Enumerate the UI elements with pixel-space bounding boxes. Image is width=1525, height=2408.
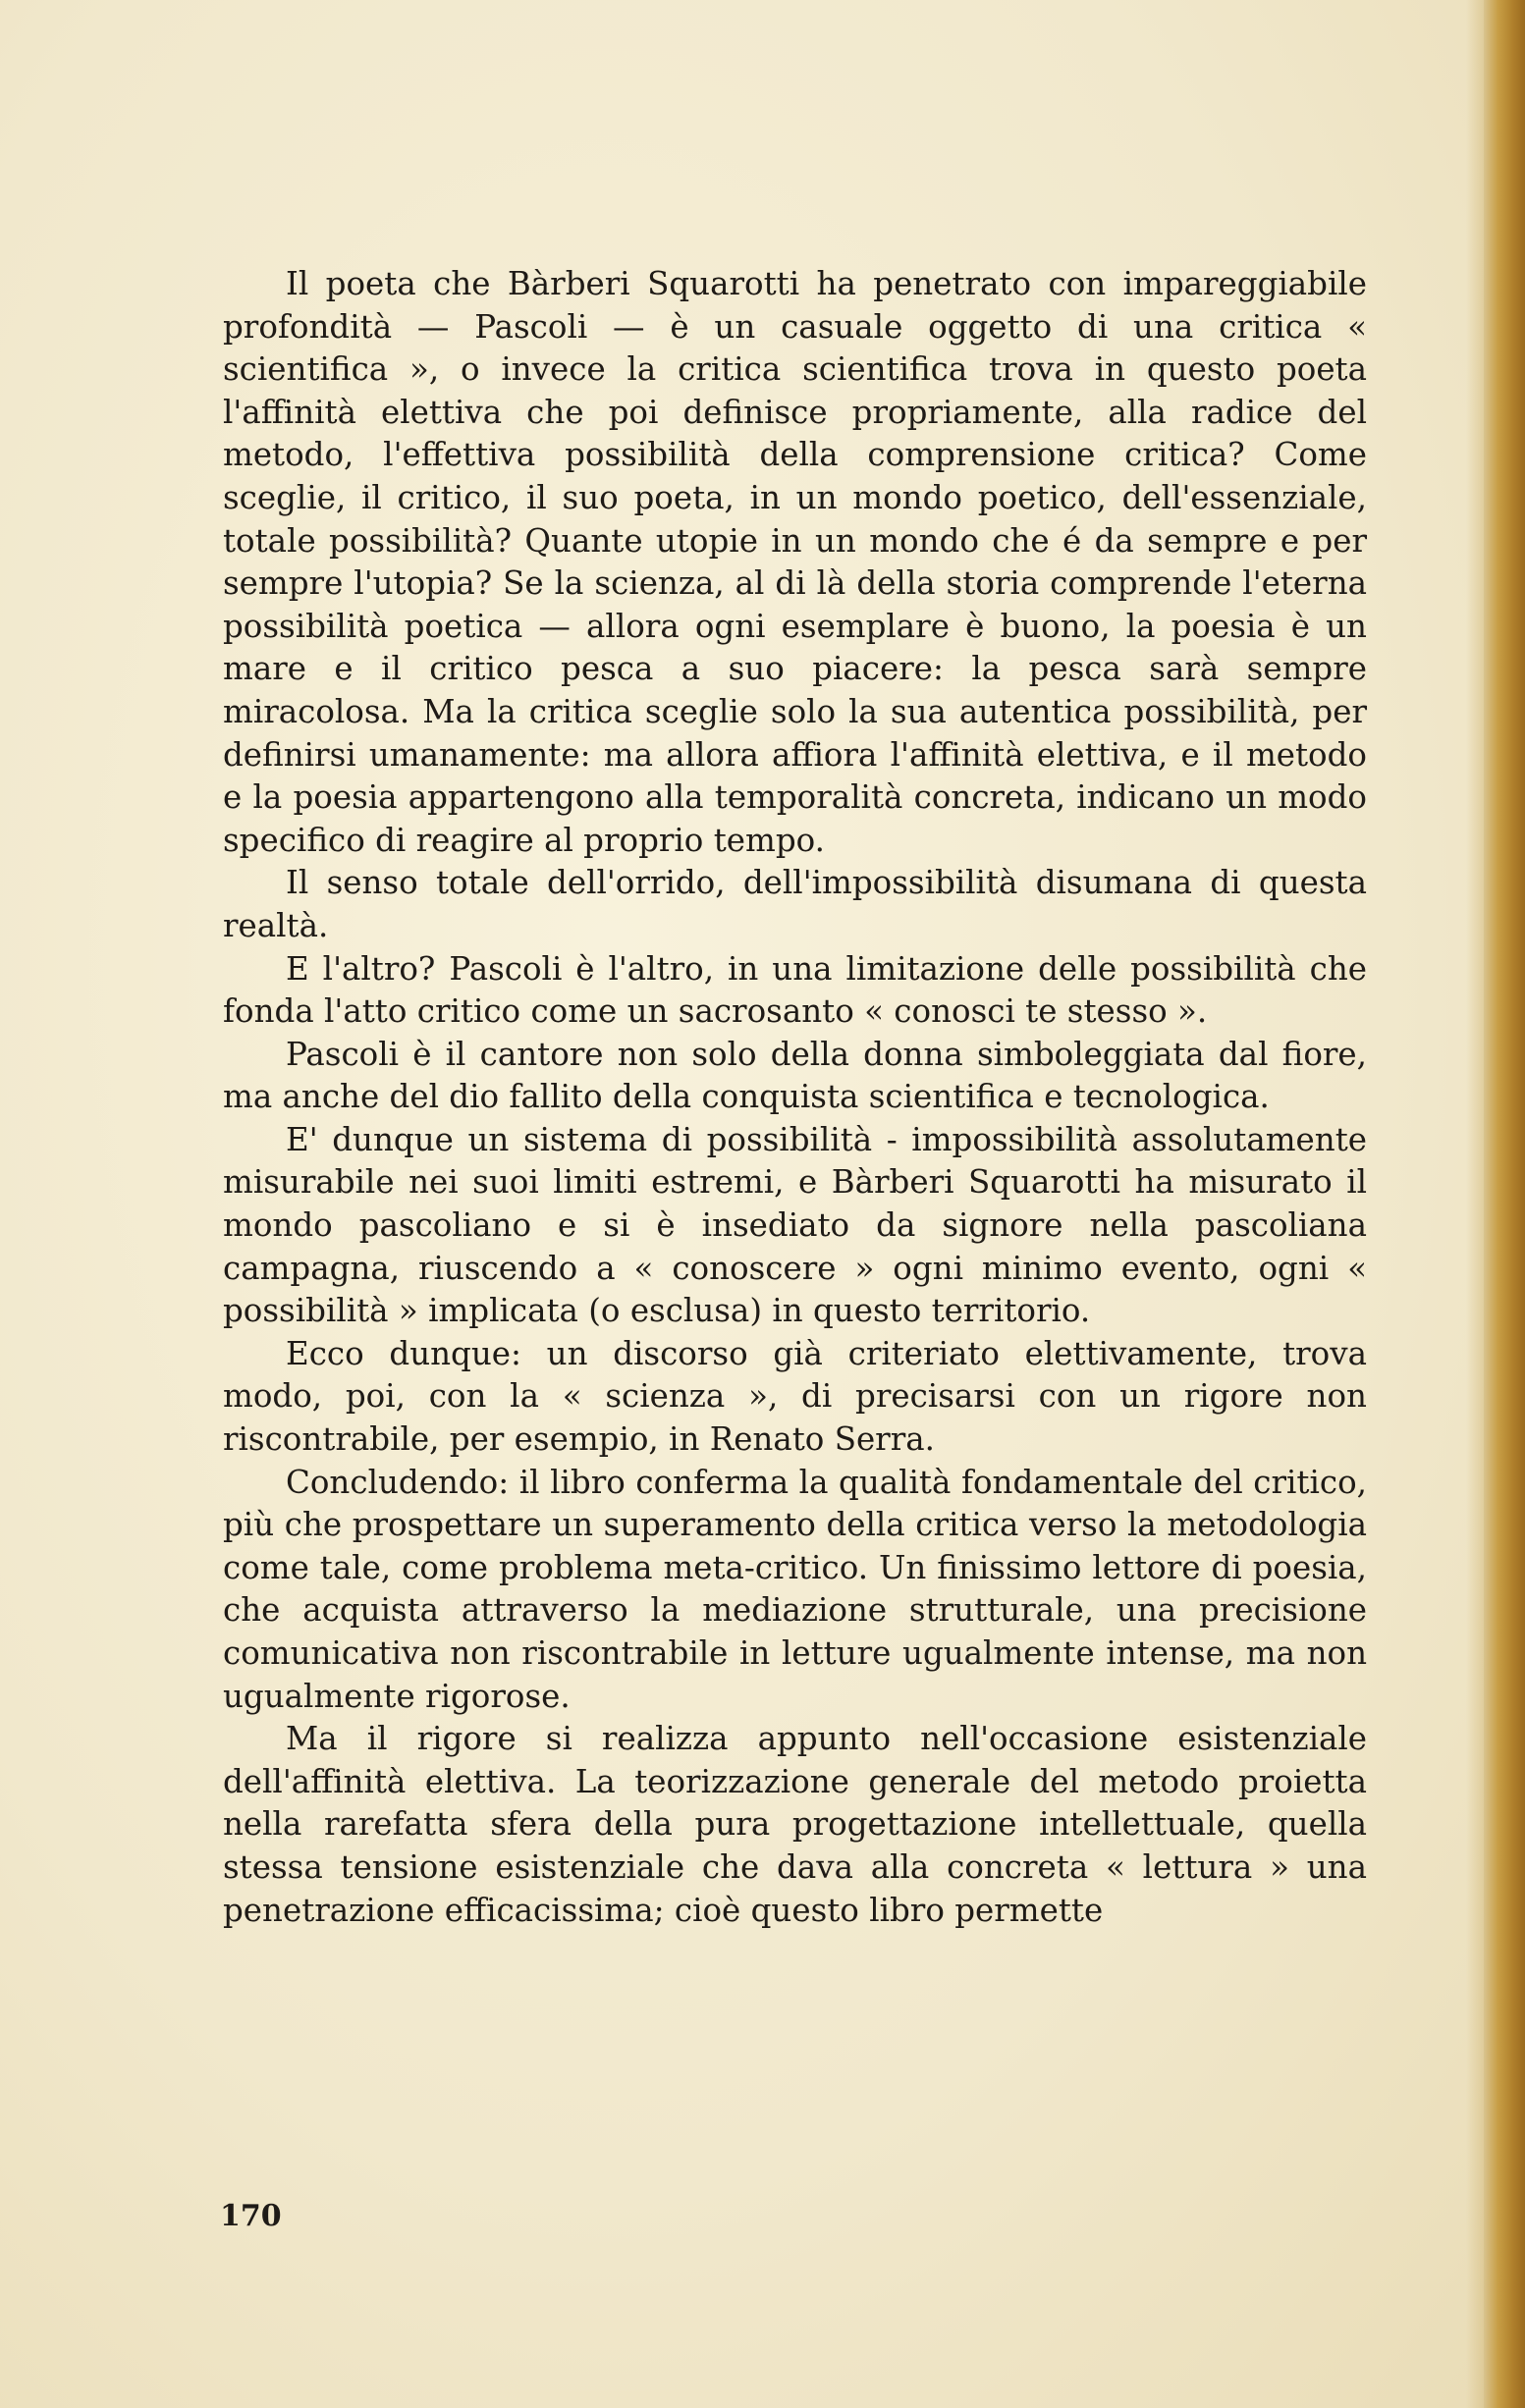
body-text xyxy=(223,263,1367,1932)
paragraph-5: E' dunque un sistema di possibilità - impossibilità assolutamente misurabile nei suoi limiti estremi, e Bàrberi Squarotti ha misurato il mondo pascoliano e si è insediato da signore nella pascoliana campagna, riuscendo a « conoscere » ogni minimo evento, ogni « possibilità » implicata (o esclusa) in questo territorio. xyxy=(223,1120,1367,1330)
page-number: 170 xyxy=(220,2199,282,2233)
paragraph-2: Il senso totale dell'orrido, dell'impossibilità disumana di questa realtà. xyxy=(223,864,1367,944)
paragraph-6: Ecco dunque: un discorso già criteriato elettivamente, trova modo, poi, con la « scienza », di precisarsi con un rigore non riscontrabile, per esempio, in Renato Serra. xyxy=(223,1334,1367,1459)
paragraph-7: Concludendo: il libro conferma la qualità fondamentale del critico, più che prospettare un superamento della critica verso la metodologia come tale, come problema meta-critico. Un finissimo lettore di poesia, che acquista attraverso la mediazione strutturale, una precisione comunicativa non riscontrabile in letture ugualmente intense, ma non ugualmente rigorose. xyxy=(223,1463,1367,1715)
paragraph-8: Ma il rigore si realizza appunto nell'occasione esistenziale dell'affinità elettiva. La teorizzazione generale del metodo proietta nella rarefatta sfera della pura progettazione intellettuale, quella stessa tensione esistenziale che dava alla concreta « lettura » una penetrazione efficacissima; cioè questo libro permette xyxy=(223,1720,1367,1929)
paragraph-1: Il poeta che Bàrberi Squarotti ha penetrato con impareggiabile profondità — Pascoli — è un casuale oggetto di una critica « scientifica », o invece la critica scientifica trova in questo poeta l'affinità elettiva che poi definisce propriamente, alla radice del metodo, l'effettiva possibilità della comprensione critica? Come sceglie, il critico, il suo poeta, in un mondo poetico, dell'essenziale, totale possibilità? Quante utopie in un mondo che é da sempre e per sempre l'utopia? Se la scienza, al di là della storia comprende l'eterna possibilità poetica — allora ogni esemplare è buono, la poesia è un mare e il critico pesca a suo piacere: la pesca sarà sempre miracolosa. Ma la critica sceglie solo la sua autentica possibilità, per definirsi umanamente: ma allora affiora l'affinità elettiva, e il metodo e la poesia appartengono alla temporalità concreta, indicano un modo specifico di reagire al proprio tempo. xyxy=(223,265,1367,859)
paragraph-4: Pascoli è il cantore non solo della donna simboleggiata dal fiore, ma anche del dio fallito della conquista scientifica e tecnologica. xyxy=(223,1035,1367,1116)
paragraph-3: E l'altro? Pascoli è l'altro, in una limitazione delle possibilità che fonda l'atto critico come un sacrosanto « conosci te stesso ». xyxy=(223,949,1367,1031)
page-edge xyxy=(1484,0,1525,2408)
